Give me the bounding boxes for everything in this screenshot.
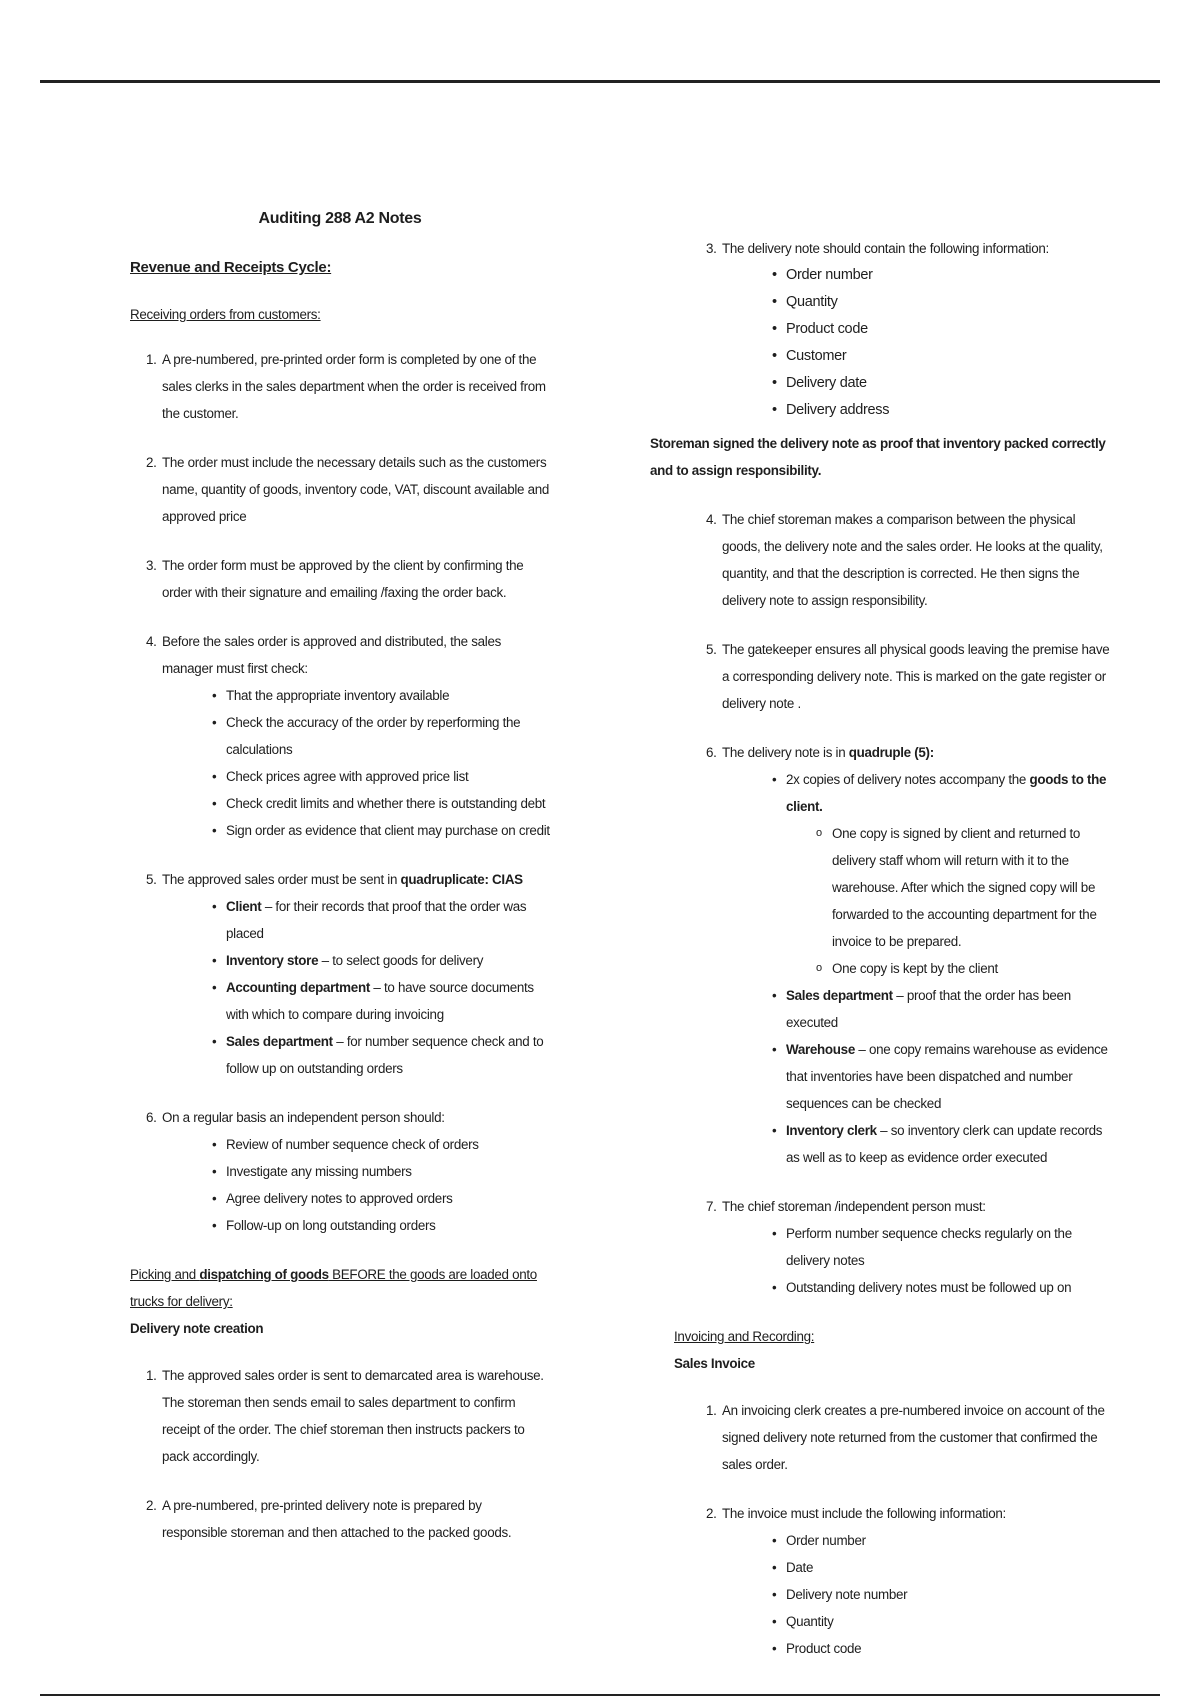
- bullet-item: [212, 1028, 550, 1082]
- item-text: The approved sales order must be sent in: [162, 872, 401, 887]
- term: Accounting department: [226, 980, 370, 995]
- copies-sublist: [786, 820, 1110, 982]
- item-number: 1.: [706, 1403, 717, 1418]
- desc: – so inventory clerk can update records as well as to keep as evidence order executed: [786, 1123, 1103, 1165]
- item-text: Before the sales order is approved and distributed, the sales manager must first check:: [162, 634, 501, 676]
- term: Sales department: [226, 1034, 333, 1049]
- list-item: [130, 449, 550, 530]
- term: Sales department: [786, 988, 893, 1003]
- bullet-item: • Order number: [772, 1527, 1110, 1554]
- bullet-item: • Quantity: [772, 1608, 1110, 1635]
- list-item: [690, 739, 1110, 1171]
- item-text: The chief storeman /independent person must:: [722, 1199, 986, 1214]
- bullet-item: • Check the accuracy of the order by reperforming the calculations: [212, 709, 550, 763]
- item-number: 3.: [146, 558, 157, 573]
- term: Inventory clerk: [786, 1123, 877, 1138]
- item-number: 6.: [146, 1110, 157, 1125]
- list-item: [690, 1193, 1110, 1301]
- label-part-bold: dispatching of goods: [199, 1267, 329, 1282]
- item-text: On a regular basis an independent person should:: [162, 1110, 445, 1125]
- footer-rule: [40, 1694, 1160, 1696]
- item-number: 1.: [146, 352, 157, 367]
- bullet-item: • Delivery address: [772, 397, 1110, 424]
- list-item: [690, 1500, 1110, 1662]
- list-item: [130, 1362, 550, 1470]
- item-text-bold: quadruplicate: CIAS: [400, 872, 523, 887]
- item-number: 5.: [706, 642, 717, 657]
- bullet-item: • Order number: [772, 262, 1110, 289]
- item-text-bold: quadruple (5):: [848, 745, 934, 760]
- bullet-item: • Investigate any missing numbers: [212, 1158, 550, 1185]
- page-title: Auditing 288 A2 Notes: [258, 210, 422, 227]
- list-item: [130, 1104, 550, 1239]
- bullet-item: • Customer: [772, 343, 1110, 370]
- desc: – one copy remains warehouse as evidence that inventories have been dispatched and number sequences can be checked: [786, 1042, 1108, 1111]
- item-text: An invoicing clerk creates a pre-numbered invoice on account of the signed delivery note returned from the customer that confirmed the sales order.: [722, 1403, 1105, 1472]
- list-item: [130, 866, 550, 1082]
- manager-check-list: [162, 682, 550, 844]
- item-number: 6.: [706, 745, 717, 760]
- term: Inventory store: [226, 953, 319, 968]
- item-text: The delivery note should contain the following information:: [722, 241, 1049, 256]
- bullet-item: • Product code: [772, 1635, 1110, 1662]
- bullet-item: • Delivery note number: [772, 1581, 1110, 1608]
- item-number: 1.: [146, 1368, 157, 1383]
- bullet-item: [772, 766, 1110, 982]
- cias-list: [162, 893, 550, 1082]
- list-item: [690, 1397, 1110, 1478]
- independent-list: [162, 1131, 550, 1239]
- sales-invoice-heading: Sales Invoice: [674, 1356, 755, 1371]
- desc: – for their records that proof that the order was placed: [226, 899, 527, 941]
- bullet-item: [212, 947, 550, 974]
- bullet-item: • Outstanding delivery notes must be followed up on: [772, 1274, 1110, 1301]
- copies-lead: 2x copies of delivery notes accompany the: [786, 772, 1030, 787]
- storeman-note: Storeman signed the delivery note as proof that inventory packed correctly and to assign responsibility.: [650, 436, 1106, 478]
- bullet-item: • Review of number sequence check of orders: [212, 1131, 550, 1158]
- list-item: [130, 346, 550, 427]
- item-text: The order form must be approved by the client by confirming the order with their signature and emailing /faxing the order back.: [162, 558, 524, 600]
- label-part: Picking and: [130, 1267, 200, 1282]
- cycle-heading: Revenue and Receipts Cycle:: [130, 259, 332, 276]
- item-number: 4.: [146, 634, 157, 649]
- list-item: [690, 636, 1110, 717]
- section-picking-dispatching: [130, 1261, 550, 1315]
- bullet-item: [772, 1036, 1110, 1117]
- item-number: 3.: [706, 241, 717, 256]
- delivery-note-fields: [722, 262, 1110, 424]
- item-number: 2.: [706, 1506, 717, 1521]
- bullet-item: • Follow-up on long outstanding orders: [212, 1212, 550, 1239]
- bullet-item: • Date: [772, 1554, 1110, 1581]
- item-text: The invoice must include the following information:: [722, 1506, 1006, 1521]
- invoice-fields: [722, 1527, 1110, 1662]
- sub-bullet-item: o One copy is kept by the client: [816, 955, 1110, 982]
- list-item: [130, 1492, 550, 1546]
- bullet-item: • Quantity: [772, 289, 1110, 316]
- term: Client: [226, 899, 262, 914]
- term: Warehouse: [786, 1042, 855, 1057]
- list-item: [130, 628, 550, 844]
- section-receiving-orders: Receiving orders from customers:: [130, 307, 321, 322]
- copies-list: [722, 766, 1110, 1171]
- bullet-item: • Perform number sequence checks regularly on the delivery notes: [772, 1220, 1110, 1274]
- item-text: The order must include the necessary details such as the customers name, quantity of goods, inventory code, VAT, discount available and approved price: [162, 455, 550, 524]
- bullet-item: [772, 982, 1110, 1036]
- sub-bullet-item: o One copy is signed by client and returned to delivery staff whom will return with it to the warehouse. After which the signed copy will be forwarded to the accounting department for the invoice to be prepared.: [816, 820, 1110, 955]
- section-invoicing-recording: Invoicing and Recording:: [674, 1329, 815, 1344]
- header-rule: [40, 80, 1160, 83]
- desc: – for number sequence check and to follow up on outstanding orders: [226, 1034, 544, 1076]
- bullet-item: • Product code: [772, 316, 1110, 343]
- bullet-item: [212, 974, 550, 1028]
- bullet-item: [212, 893, 550, 947]
- item-text: The chief storeman makes a comparison between the physical goods, the delivery note and the sales order. He looks at the quality, quantity, and that the description is corrected. He then signs the delivery note to assign responsibility.: [722, 512, 1103, 608]
- label-part: BEFORE the goods are loaded onto trucks for delivery:: [130, 1267, 537, 1309]
- item-text: A pre-numbered, pre-printed delivery note is prepared by responsible storeman and then attached to the packed goods.: [162, 1498, 512, 1540]
- item-text: The delivery note is in: [722, 745, 849, 760]
- right-column: [650, 235, 1110, 1684]
- bullet-item: [772, 1117, 1110, 1171]
- bullet-item: • That the appropriate inventory available: [212, 682, 550, 709]
- item-number: 2.: [146, 1498, 157, 1513]
- list-item: [130, 552, 550, 606]
- item-text: The approved sales order is sent to demarcated area is warehouse. The storeman then sends email to sales department to confirm receipt of the order. The chief storeman then instructs packers to pack accordingly.: [162, 1368, 544, 1464]
- chief-storeman-list: [722, 1220, 1110, 1301]
- item-text: A pre-numbered, pre-printed order form is completed by one of the sales clerks in the sales department when the order is received from the customer.: [162, 352, 546, 421]
- bullet-item: • Sign order as evidence that client may purchase on credit: [212, 817, 550, 844]
- item-number: 5.: [146, 872, 157, 887]
- desc: – proof that the order has been executed: [786, 988, 1071, 1030]
- bullet-item: • Delivery date: [772, 370, 1110, 397]
- copies-bold: goods to the client.: [786, 772, 1107, 814]
- list-item: [690, 506, 1110, 614]
- delivery-note-creation-heading: Delivery note creation: [130, 1321, 264, 1336]
- left-column: [130, 205, 550, 1568]
- bullet-item: • Agree delivery notes to approved orders: [212, 1185, 550, 1212]
- desc: – to select goods for delivery: [318, 953, 484, 968]
- desc: – to have source documents with which to compare during invoicing: [226, 980, 534, 1022]
- item-number: 7.: [706, 1199, 717, 1214]
- item-number: 4.: [706, 512, 717, 527]
- item-number: 2.: [146, 455, 157, 470]
- bullet-item: • Check prices agree with approved price list: [212, 763, 550, 790]
- item-text: The gatekeeper ensures all physical goods leaving the premise have a corresponding delivery note. This is marked on the gate register or delivery note .: [722, 642, 1110, 711]
- bullet-item: • Check credit limits and whether there is outstanding debt: [212, 790, 550, 817]
- list-item: [690, 235, 1110, 424]
